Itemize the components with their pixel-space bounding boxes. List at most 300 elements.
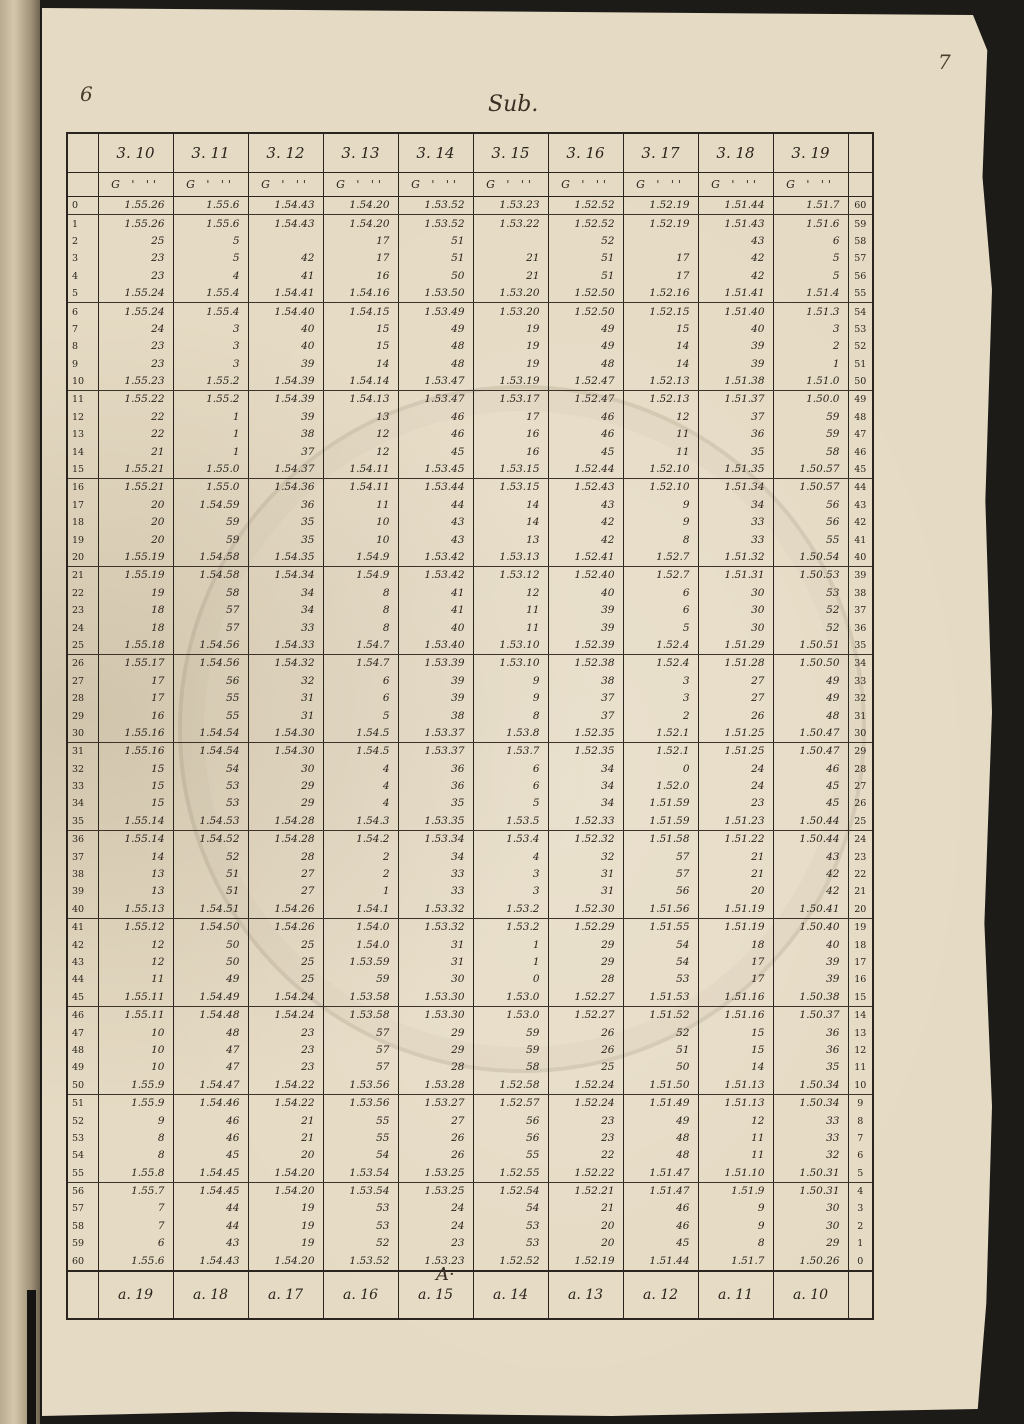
- table-cell: 1.53.5: [473, 813, 548, 831]
- table-cell: 10: [323, 531, 398, 548]
- table-cell: 41: [398, 602, 473, 619]
- table-cell: 23: [248, 1042, 323, 1059]
- table-cell: 1.51.44: [698, 197, 773, 215]
- unit-header: G ' '': [323, 173, 398, 197]
- table-cell: 49: [173, 971, 248, 988]
- table-cell: 48: [548, 356, 623, 373]
- minute-label-right: 38: [848, 585, 872, 602]
- table-cell: 42: [548, 514, 623, 531]
- minute-label-left: 20: [68, 549, 98, 567]
- minute-label-left: 22: [68, 585, 98, 602]
- table-cell: 1.54.1: [323, 901, 398, 919]
- table-cell: 5: [773, 250, 848, 267]
- column-footer: a. 12: [623, 1271, 698, 1318]
- minute-label-right: 34: [848, 655, 872, 673]
- table-cell: 1: [473, 936, 548, 953]
- table-row: [68, 761, 872, 778]
- table-cell: 1.51.34: [698, 479, 773, 497]
- table-cell: 3: [473, 866, 548, 883]
- table-cell: 24: [398, 1200, 473, 1217]
- minute-label-right: 52: [848, 338, 872, 355]
- table-cell: 10: [151, 1043, 165, 1056]
- table-cell: 5: [323, 707, 398, 724]
- table-row: [68, 866, 872, 883]
- table-cell: 1.54.54: [173, 743, 248, 761]
- table-cell: 46: [548, 409, 623, 426]
- table-row: [68, 1094, 872, 1112]
- table-cell: 5: [623, 619, 698, 636]
- table-row: [68, 1024, 872, 1041]
- minute-label-left: 4: [68, 268, 98, 285]
- table-cell: 8: [323, 602, 398, 619]
- table-cell: 1.55.24: [98, 285, 173, 303]
- table-row: [68, 391, 872, 409]
- minute-label-left: 24: [68, 619, 98, 636]
- table-cell: 1.55.11: [124, 1009, 165, 1022]
- table-row: [68, 813, 872, 831]
- table-cell: 1.53.27: [398, 1094, 473, 1112]
- table-cell: 33: [398, 866, 473, 883]
- table-cell: 11: [698, 1130, 773, 1147]
- table-cell: 26: [548, 1024, 623, 1041]
- table-cell: 26: [698, 707, 773, 724]
- minute-label-right: 6: [848, 1147, 872, 1164]
- unit-header: G ' '': [98, 173, 173, 197]
- table-row: [68, 1164, 872, 1182]
- table-cell: 1.53.28: [398, 1077, 473, 1095]
- table-cell: 5: [173, 233, 248, 250]
- table-cell: 36: [773, 1042, 848, 1059]
- table-cell: 14: [698, 1059, 773, 1076]
- table-cell: 1.53.0: [473, 989, 548, 1007]
- table-cell: 48: [398, 338, 473, 355]
- table-cell: 35: [773, 1059, 848, 1076]
- table-cell: 23: [151, 269, 165, 282]
- table-cell: 0: [473, 971, 548, 988]
- table-cell: 27: [248, 883, 323, 900]
- table-cell: 58: [473, 1059, 548, 1076]
- table-cell: 1.50.50: [773, 655, 848, 673]
- table-cell: 1.55.19: [98, 549, 173, 567]
- table-cell: 10: [323, 514, 398, 531]
- table-row: [68, 919, 872, 937]
- table-cell: 1.50.53: [773, 567, 848, 585]
- table-cell: 1.54.39: [248, 373, 323, 391]
- table-cell: 46: [623, 1200, 698, 1217]
- table-cell: 1.54.5: [323, 743, 398, 761]
- table-cell: 14: [623, 338, 698, 355]
- ribbon-bookmark: [27, 1290, 36, 1424]
- minute-label-right: 11: [848, 1059, 872, 1076]
- table-row: [68, 883, 872, 900]
- minute-label-left: 57: [68, 1200, 98, 1217]
- table-cell: 50: [173, 954, 248, 971]
- table-cell: 42: [773, 866, 848, 883]
- table-cell: 1.54.56: [173, 637, 248, 655]
- table-cell: 21: [698, 848, 773, 865]
- table-cell: 1.53.12: [473, 567, 548, 585]
- table-cell: 20: [151, 516, 165, 529]
- table-cell: 6: [157, 1237, 165, 1250]
- table-cell: 1.53.52: [323, 1252, 398, 1270]
- table-cell: 1.54.48: [173, 1006, 248, 1024]
- table-cell: 15: [623, 321, 698, 338]
- table-cell: 49: [548, 321, 623, 338]
- minute-label-left: 44: [68, 971, 98, 988]
- table-cell: 1.52.33: [548, 813, 623, 831]
- table-cell: 57: [173, 602, 248, 619]
- table-cell: 6: [323, 690, 398, 707]
- table-cell: 1.52.39: [548, 637, 623, 655]
- unit-header: G ' '': [623, 173, 698, 197]
- table-cell: 40: [248, 321, 323, 338]
- table-cell: 9: [473, 690, 548, 707]
- table-cell: 1.51.40: [698, 303, 773, 321]
- minute-label-left: 58: [68, 1218, 98, 1235]
- table-cell: 1.54.35: [248, 549, 323, 567]
- minute-label-right: 27: [848, 778, 872, 795]
- table-cell: 38: [248, 426, 323, 443]
- table-cell: 1.53.20: [473, 303, 548, 321]
- table-row: [68, 514, 872, 531]
- table-row: [68, 1077, 872, 1095]
- table-cell: 1.50.37: [773, 1006, 848, 1024]
- minute-label-left: 45: [68, 989, 98, 1007]
- table-row: [68, 250, 872, 267]
- table-cell: 57: [323, 1059, 398, 1076]
- table-cell: 1.53.58: [323, 1006, 398, 1024]
- table-cell: 1.52.1: [623, 743, 698, 761]
- table-cell: 1.51.19: [698, 901, 773, 919]
- column-header: 3. 13: [323, 134, 398, 173]
- table-cell: 57: [323, 1024, 398, 1041]
- table-row: [68, 690, 872, 707]
- table-cell: 1.55.2: [173, 373, 248, 391]
- table-cell: 1.53.54: [323, 1182, 398, 1200]
- table-cell: 45: [773, 795, 848, 812]
- table-cell: 54: [173, 761, 248, 778]
- table-cell: 1.53.2: [473, 919, 548, 937]
- table-cell: 39: [398, 673, 473, 690]
- minute-label-left: 33: [68, 778, 98, 795]
- table-cell: 23: [248, 1059, 323, 1076]
- table-cell: 14: [473, 514, 548, 531]
- table-cell: 39: [548, 619, 623, 636]
- table-cell: 41: [248, 268, 323, 285]
- minute-label-left: 53: [68, 1130, 98, 1147]
- table-cell: 1.54.52: [173, 831, 248, 849]
- table-cell: 6: [473, 778, 548, 795]
- table-cell: 1.55.16: [124, 745, 165, 758]
- table-cell: 1.51.44: [623, 1252, 698, 1270]
- minute-label-right: 0: [848, 1252, 872, 1270]
- table-cell: 36: [398, 778, 473, 795]
- table-cell: 8: [157, 1149, 165, 1162]
- table-cell: 1.51.59: [623, 795, 698, 812]
- table-cell: 53: [473, 1218, 548, 1235]
- unit-header: G ' '': [548, 173, 623, 197]
- table-cell: 15: [151, 797, 165, 810]
- table-cell: 13: [151, 885, 165, 898]
- minute-label-right: 21: [848, 883, 872, 900]
- minute-label-right: 8: [848, 1112, 872, 1129]
- table-cell: 36: [248, 497, 323, 514]
- table-cell: 12: [473, 585, 548, 602]
- table-cell: 1.51.13: [698, 1077, 773, 1095]
- table-row: [68, 778, 872, 795]
- table-cell: 19: [248, 1235, 323, 1252]
- left-page-edge: [0, 0, 40, 1424]
- minute-label-left: 48: [68, 1042, 98, 1059]
- table-cell: 1.54.53: [173, 813, 248, 831]
- table-cell: 1: [173, 443, 248, 460]
- table-cell: 1.53.47: [398, 391, 473, 409]
- table-cell: 56: [473, 1112, 548, 1129]
- table-cell: 1.54.22: [248, 1077, 323, 1095]
- minute-label-right: 30: [848, 725, 872, 743]
- minute-label-left: 39: [68, 883, 98, 900]
- table-cell: 59: [473, 1024, 548, 1041]
- minute-label-left: 1: [68, 215, 98, 233]
- table-cell: 39: [773, 971, 848, 988]
- table-cell: 1.52.50: [548, 285, 623, 303]
- table-cell: 26: [398, 1147, 473, 1164]
- table-cell: 9: [157, 1114, 165, 1127]
- table-row: [68, 954, 872, 971]
- table-cell: 1.52.40: [548, 567, 623, 585]
- table-cell: 52: [623, 1024, 698, 1041]
- table-row: [68, 585, 872, 602]
- page-number-left: 6: [80, 82, 93, 106]
- table-cell: 1.53.58: [323, 989, 398, 1007]
- minute-label-left: 38: [68, 866, 98, 883]
- table-cell: 1.52.47: [548, 373, 623, 391]
- table-cell: 1.54.46: [173, 1094, 248, 1112]
- table-cell: 12: [323, 426, 398, 443]
- table-cell: 21: [473, 268, 548, 285]
- table-cell: 32: [548, 848, 623, 865]
- table-cell: 15: [323, 321, 398, 338]
- table-cell: 30: [698, 602, 773, 619]
- table-cell: 28: [398, 1059, 473, 1076]
- table-cell: 1: [773, 356, 848, 373]
- table-cell: 40: [698, 321, 773, 338]
- minute-label-right: 41: [848, 531, 872, 548]
- minute-label-right: 31: [848, 707, 872, 724]
- table-cell: 1.55.17: [124, 657, 165, 670]
- table-cell: 1.52.30: [548, 901, 623, 919]
- table-cell: 1.54.16: [323, 285, 398, 303]
- table-cell: 48: [623, 1130, 698, 1147]
- table-cell: 1.54.20: [248, 1252, 323, 1270]
- table-cell: 34: [398, 848, 473, 865]
- table-cell: 1.53.52: [398, 197, 473, 215]
- corner-cell: [848, 173, 872, 197]
- table-cell: 1.53.4: [473, 831, 548, 849]
- table-cell: 1.52.1: [623, 725, 698, 743]
- table-cell: 1.54.32: [248, 655, 323, 673]
- table-row: [68, 1112, 872, 1129]
- minute-label-left: 15: [68, 461, 98, 479]
- column-footer: a. 18: [173, 1271, 248, 1318]
- table-cell: 1.53.56: [323, 1077, 398, 1095]
- table-row: [68, 268, 872, 285]
- table-cell: 1.54.50: [173, 919, 248, 937]
- minute-label-right: 48: [848, 409, 872, 426]
- table-cell: 1.54.30: [248, 743, 323, 761]
- table-cell: 1.53.45: [398, 461, 473, 479]
- table-cell: [473, 233, 548, 250]
- table-cell: 1.50.54: [773, 549, 848, 567]
- table-row: [68, 1006, 872, 1024]
- table-cell: 1.52.16: [623, 285, 698, 303]
- table-cell: 1.53.23: [473, 197, 548, 215]
- table-cell: 1.54.11: [323, 479, 398, 497]
- table-cell: 42: [773, 883, 848, 900]
- table-cell: 1.52.50: [548, 303, 623, 321]
- table-cell: 1.51.6: [773, 215, 848, 233]
- minute-label-right: 2: [848, 1218, 872, 1235]
- table-cell: 1.53.10: [473, 655, 548, 673]
- column-header: 3. 11: [173, 134, 248, 173]
- table-cell: 1.55.26: [124, 217, 165, 230]
- minute-label-left: 6: [68, 303, 98, 321]
- table-row: [68, 1147, 872, 1164]
- table-cell: 45: [548, 443, 623, 460]
- table-cell: 1.52.57: [473, 1094, 548, 1112]
- table-row: [68, 1059, 872, 1076]
- table-cell: 1.55.24: [124, 305, 165, 318]
- table-cell: 1.54.15: [323, 303, 398, 321]
- table-cell: 1.51.38: [698, 373, 773, 391]
- corner-cell: [848, 134, 872, 173]
- table-cell: 43: [773, 848, 848, 865]
- table-cell: 1.51.10: [698, 1164, 773, 1182]
- column-footer: a. 13: [548, 1271, 623, 1318]
- table-cell: 11: [473, 619, 548, 636]
- minute-label-left: 17: [68, 497, 98, 514]
- corner-cell: [68, 134, 98, 173]
- table-cell: 1.51.50: [623, 1077, 698, 1095]
- table-cell: 20: [698, 883, 773, 900]
- table-cell: 1.53.39: [398, 655, 473, 673]
- minute-label-left: 47: [68, 1024, 98, 1041]
- table-cell: 1.50.51: [773, 637, 848, 655]
- table-cell: 59: [323, 971, 398, 988]
- table-cell: 1.54.39: [248, 391, 323, 409]
- table-cell: 48: [398, 356, 473, 373]
- minute-label-right: 33: [848, 673, 872, 690]
- minute-label-left: 25: [68, 637, 98, 655]
- table-cell: 59: [173, 514, 248, 531]
- table-cell: 11: [323, 497, 398, 514]
- table-cell: 20: [151, 498, 165, 511]
- table-cell: 1.52.43: [548, 479, 623, 497]
- table-cell: 1.54.11: [323, 461, 398, 479]
- table-cell: 12: [698, 1112, 773, 1129]
- table-cell: 1.55.6: [173, 215, 248, 233]
- table-cell: 35: [398, 795, 473, 812]
- table-cell: 23: [398, 1235, 473, 1252]
- table-cell: 57: [623, 848, 698, 865]
- table-cell: 27: [398, 1112, 473, 1129]
- table-cell: 27: [698, 673, 773, 690]
- table-cell: 1.51.28: [698, 655, 773, 673]
- table-cell: 1.53.35: [398, 813, 473, 831]
- table-cell: 52: [773, 619, 848, 636]
- table-cell: 1.51.3: [773, 303, 848, 321]
- table-cell: 1.54.37: [248, 461, 323, 479]
- table-cell: 1.53.50: [398, 285, 473, 303]
- table-cell: 1: [173, 426, 248, 443]
- table-cell: 36: [698, 426, 773, 443]
- table-cell: 27: [248, 866, 323, 883]
- corner-cell: [68, 173, 98, 197]
- table-grid: [68, 134, 872, 1318]
- table-cell: 1.51.29: [698, 637, 773, 655]
- table-cell: 55: [323, 1112, 398, 1129]
- minute-label-left: 36: [68, 831, 98, 849]
- minute-label-left: 8: [68, 338, 98, 355]
- table-cell: 1.50.57: [773, 461, 848, 479]
- table-cell: 51: [398, 250, 473, 267]
- table-cell: 14: [473, 497, 548, 514]
- table-cell: 1.51.47: [623, 1164, 698, 1182]
- table-row: [68, 1130, 872, 1147]
- table-cell: 1.53.10: [473, 637, 548, 655]
- table-cell: 1.54.0: [323, 936, 398, 953]
- table-cell: 1.50.34: [773, 1094, 848, 1112]
- table-cell: 1.51.47: [623, 1182, 698, 1200]
- table-cell: 5: [473, 795, 548, 812]
- table-cell: 1.51.22: [698, 831, 773, 849]
- table-cell: 1.54.51: [173, 901, 248, 919]
- table-cell: 16: [323, 268, 398, 285]
- table-cell: 55: [173, 690, 248, 707]
- column-header: 3. 17: [623, 134, 698, 173]
- table-cell: 1.53.13: [473, 549, 548, 567]
- table-cell: 1.52.44: [548, 461, 623, 479]
- table-cell: 17: [698, 954, 773, 971]
- table-cell: 1.54.59: [173, 497, 248, 514]
- table-cell: 1.53.19: [473, 373, 548, 391]
- minute-label-left: 2: [68, 233, 98, 250]
- table-cell: 1.55.14: [124, 833, 165, 846]
- table-cell: 44: [173, 1200, 248, 1217]
- table-cell: 15: [698, 1024, 773, 1041]
- table-cell: 33: [248, 619, 323, 636]
- table-cell: 43: [698, 233, 773, 250]
- table-cell: 1.52.10: [623, 461, 698, 479]
- table-cell: 39: [698, 356, 773, 373]
- minute-label-left: 42: [68, 936, 98, 953]
- table-cell: 43: [398, 531, 473, 548]
- table-cell: 42: [548, 531, 623, 548]
- table-cell: 9: [698, 1200, 773, 1217]
- table-cell: 1.54.28: [248, 831, 323, 849]
- table-cell: 17: [623, 268, 698, 285]
- table-row: [68, 409, 872, 426]
- table-cell: 15: [323, 338, 398, 355]
- table-cell: 1.53.34: [398, 831, 473, 849]
- table-cell: 37: [548, 690, 623, 707]
- table-cell: 4: [323, 795, 398, 812]
- table-cell: 1.53.59: [323, 954, 398, 971]
- table-cell: 1.51.53: [623, 989, 698, 1007]
- table-cell: 13: [473, 531, 548, 548]
- table-cell: 46: [548, 426, 623, 443]
- minute-label-right: 49: [848, 391, 872, 409]
